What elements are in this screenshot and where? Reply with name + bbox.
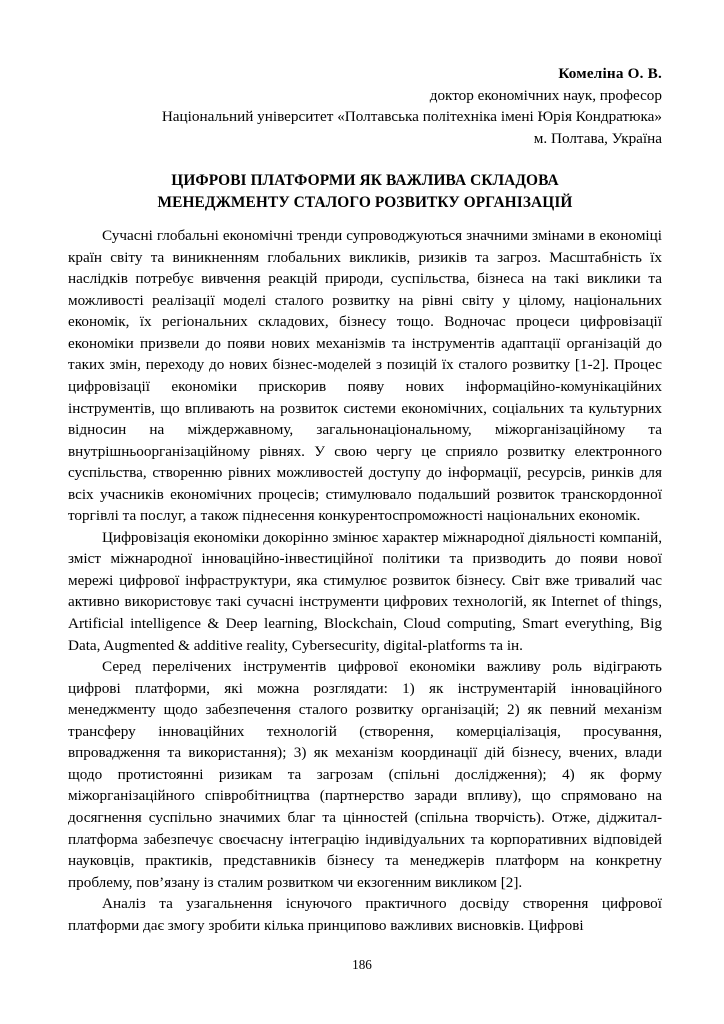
body-text: [68, 225, 662, 936]
page-number: 186: [352, 957, 372, 972]
author-affiliation: Національний університет «Полтавська політехніка імені Юрія Кондратюка»: [161, 108, 662, 126]
author-city-country: м. Полтава, Україна: [533, 129, 662, 147]
page-title-line-2: МЕНЕДЖМЕНТУ СТАЛОГО РОЗВИТКУ ОРГАНІЗАЦІЙ: [157, 193, 573, 211]
body-paragraph: Сучасні глобальні економічні тренди супроводжуються значними змінами в економіці країн світу та виникненням глобальних викликів, ризиків та загроз. Масштабність їх наслідків потребує вивчення реакцій природи, суспільства, бізнеса на такі виклики та можливості реалізації моделі сталого розвитку на рівні світу у цілому, національних економік, їх регіональних складових, бізнесу тощо. Водночас процеси цифровізації економіки призвели до появи нових механізмів та інструментів адаптації організацій до таких змін, переходу до нових бізнес-моделей з позицій їх сталого розвитку [1-2]. Процес цифровізації економіки прискорив появу нових інформаційно-комунікаційних інструментів, що впливають на розвиток системи економічних, соціальних та культурних відносин на міждержавному, загальнонаціональному, міжорганізаційному та внутрішньоорганізаційному рівнях. У свою чергу це сприяло розвитку електронного суспільства, створенню рівних можливостей доступу до інформації, ресурсів, ринків для всіх учасників економічних процесів; стимулювало подальший розвиток транскордонної торгівлі та послуг, а також піднесення конкурентоспроможності національних економік.: [68, 227, 662, 525]
body-paragraph: Цифровізація економіки докорінно змінює характер міжнародної діяльності компаній, зміст міжнародної інноваційно-інвестиційної політики та призводить до появи нової мережі цифрової інфраструктури, яка стимулює розвиток бізнесу. Світ вже тривалий час активно використовує такі сучасні інструменти цифрових технологій, як Internet of things, Artificial intelligence & Deep learning, Blockchain, Cloud computing, Smart everything, Big Data, Augmented & additive reality, Cybersecurity, digital-platforms та ін.: [68, 528, 662, 654]
author-block: [68, 63, 662, 149]
author-name: Комеліна О. В.: [558, 65, 662, 82]
body-paragraph: Аналіз та узагальнення існуючого практичного досвіду створення цифрової платформи дає змогу зробити кілька принципово важливих висновків. Цифрові: [68, 895, 662, 934]
page-title: [68, 170, 662, 213]
page-content: [68, 63, 662, 936]
page-title-line-1: ЦИФРОВІ ПЛАТФОРМИ ЯК ВАЖЛИВА СКЛАДОВА: [171, 172, 559, 190]
body-paragraph: Серед перелічених інструментів цифрової економіки важливу роль відіграють цифрові платформи, які можна розглядати: 1) як інструментарій інноваційного менеджменту щодо забезпечення сталого розвитку організацій; 2) як певний механізм трансферу інноваційних технологій (створення, комерціалізація, просування, впровадження та використання); 3) як механізм координації дій бізнесу, вчених, влади щодо протистоянні ризикам та загрозам (спільні дослідження); 4) як форму міжорганізаційного співробітництва (партнерство заради впливу), що спрямовано на досягнення суспільно значимих благ та цінностей (спільна творчість). Отже, діджитал-платформа забезпечує своєчасну інтеграцію індивідуальних та корпоративних відповідей науковців, практиків, представників бізнесу та менеджерів платформ на конкретну проблему, пов’язану із сталим розвитком чи екзогенним викликом [2].: [68, 658, 662, 891]
author-degree-title: доктор економічних наук, професор: [429, 86, 662, 104]
